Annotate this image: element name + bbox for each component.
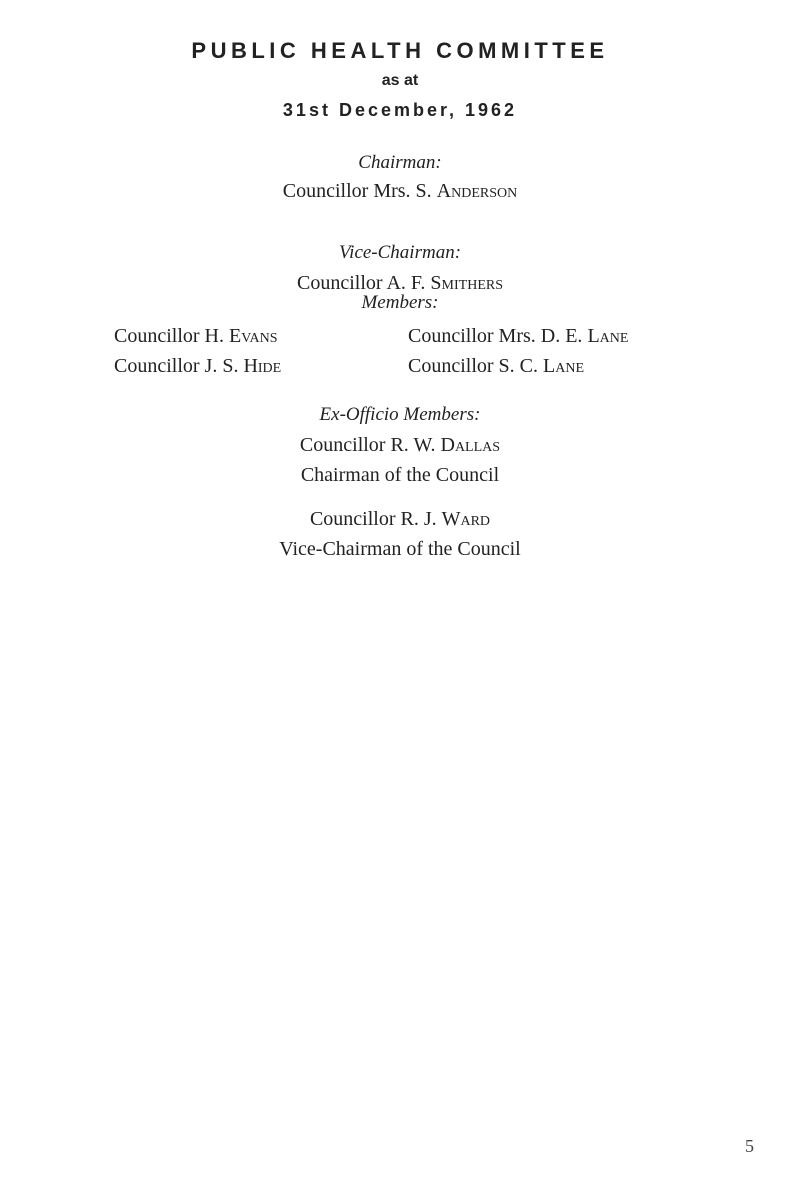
member-prefix: Councillor Mrs. D. E. [408, 325, 588, 347]
member-surname: Lane [587, 325, 629, 347]
member-surname: Evans [229, 325, 278, 347]
member-prefix: Councillor J. S. [114, 355, 244, 377]
vice-chairman-prefix: Councillor A. F. [297, 272, 431, 294]
member-surname: Hide [243, 355, 282, 377]
chairman-heading: Chairman: [358, 152, 442, 173]
member-prefix: Councillor H. [114, 325, 229, 347]
ex-officio-member-name [0, 508, 800, 531]
chairman-prefix: Councillor Mrs. S. [282, 180, 437, 202]
page-number: 5 [745, 1136, 754, 1156]
ex-officio-member-role: Vice-Chairman of the Council [279, 538, 521, 560]
chairman-name [0, 180, 800, 203]
ex-officio-member-role: Chairman of the Council [300, 464, 500, 486]
document-title: PUBLIC HEALTH COMMITTEE [191, 38, 609, 63]
vice-chairman-heading: Vice-Chairman: [338, 242, 462, 263]
member-surname: Lane [543, 355, 585, 377]
member-item [114, 355, 281, 378]
members-heading: Members: [361, 292, 439, 313]
document-date: 31st December, 1962 [282, 100, 518, 120]
chairman-surname: Anderson [436, 180, 518, 202]
ex-officio-prefix: Councillor R. W. [299, 434, 441, 456]
vice-chairman-surname: Smithers [430, 272, 503, 294]
member-item [408, 355, 584, 378]
ex-officio-heading: Ex-Officio Members: [319, 404, 481, 425]
member-prefix: Councillor S. C. [408, 355, 544, 377]
ex-officio-surname: Ward [441, 508, 491, 530]
ex-officio-prefix: Councillor R. J. [309, 508, 442, 530]
ex-officio-member-name [0, 434, 800, 457]
member-item [408, 325, 628, 348]
ex-officio-surname: Dallas [440, 434, 501, 456]
as-at-label: as at [381, 72, 419, 89]
member-item [114, 325, 278, 348]
